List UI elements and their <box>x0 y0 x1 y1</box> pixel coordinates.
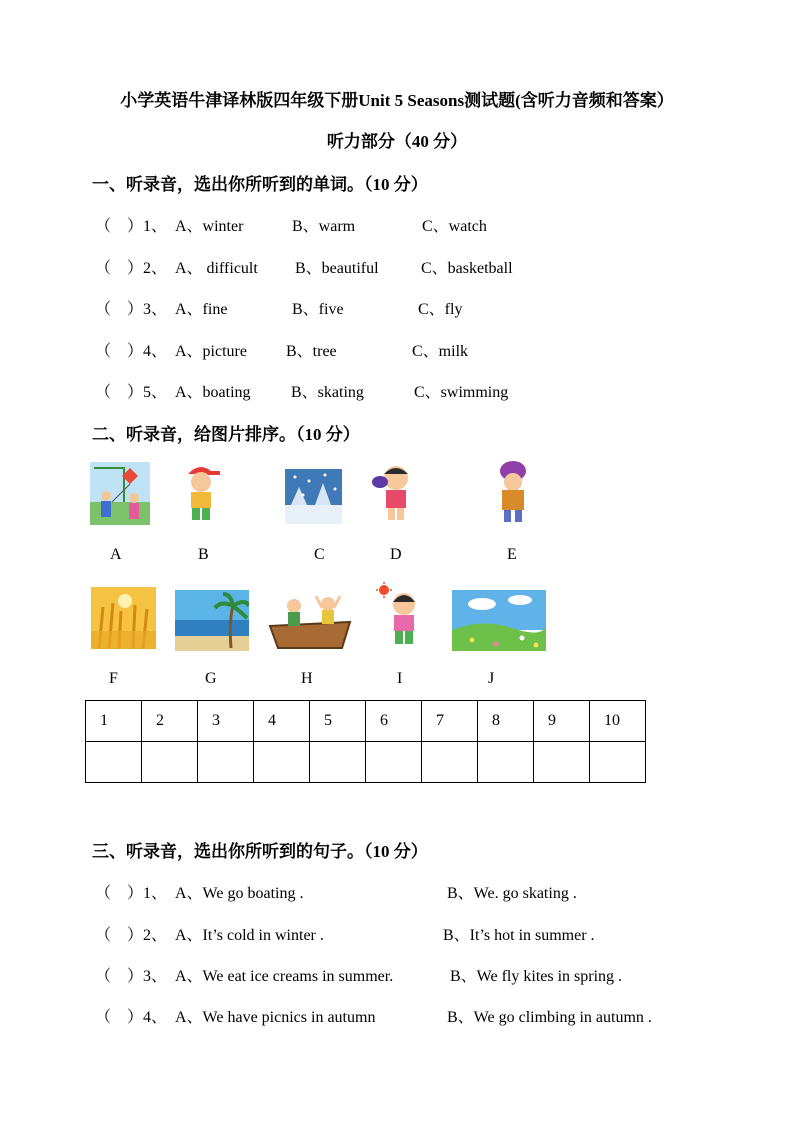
table-number-cell: 10 <box>590 701 646 742</box>
section1-heading: 一、听录音，选出你所听到的单词。（10 分） <box>92 175 428 194</box>
answer-cell[interactable] <box>254 742 310 783</box>
answer-cell[interactable] <box>86 742 142 783</box>
table-number-cell: 9 <box>534 701 590 742</box>
picture-h-boating <box>268 590 353 651</box>
question-number: （ ）2、 <box>95 927 168 944</box>
picture-label-d: D <box>390 546 402 563</box>
answer-cell[interactable] <box>142 742 198 783</box>
question-number: （ ）4、 <box>95 343 168 360</box>
table-number-cell: 8 <box>478 701 534 742</box>
picture-label-e: E <box>507 546 517 563</box>
question-number: （ ）3、 <box>95 968 168 985</box>
option-b: B、five <box>292 301 344 318</box>
question-number: （ ）2、 <box>95 260 168 277</box>
picture-a-kite-flying <box>90 462 150 525</box>
table-number-cell: 1 <box>86 701 142 742</box>
picture-label-f: F <box>109 670 118 687</box>
option-b: B、warm <box>292 218 356 235</box>
option-b: B、It’s hot in summer . <box>443 927 595 944</box>
answer-cell[interactable] <box>310 742 366 783</box>
page-title: 小学英语牛津译林版四年级下册Unit 5 Seasons测试题(含听力音频和答案） <box>120 91 674 110</box>
option-b: B、beautiful <box>295 260 379 277</box>
option-c: C、milk <box>412 343 469 360</box>
option-a: A、It’s cold in winter . <box>175 927 324 944</box>
option-a: A、winter <box>175 218 244 235</box>
option-a: A、We have picnics in autumn <box>175 1009 376 1026</box>
picture-f-wheat-field <box>91 587 156 649</box>
option-a: A、fine <box>175 301 228 318</box>
question-number: （ ）5、 <box>95 384 168 401</box>
picture-j-spring-meadow <box>452 590 546 651</box>
picture-label-b: B <box>198 546 209 563</box>
table-number-cell: 2 <box>142 701 198 742</box>
answer-cell[interactable] <box>198 742 254 783</box>
picture-g-beach <box>175 590 249 651</box>
section3-heading: 三、听录音，选出你所听到的句子。（10 分） <box>92 842 428 861</box>
option-b: B、We. go skating . <box>447 885 577 902</box>
option-b: B、We fly kites in spring . <box>450 968 623 985</box>
answer-table <box>85 700 646 783</box>
table-number-cell: 5 <box>310 701 366 742</box>
option-c: C、fly <box>418 301 463 318</box>
option-a: A、We eat ice creams in summer. <box>175 968 394 985</box>
question-number: （ ）3、 <box>95 301 168 318</box>
picture-label-c: C <box>314 546 325 563</box>
option-b: B、tree <box>286 343 337 360</box>
table-number-cell: 4 <box>254 701 310 742</box>
picture-i-sunny-girl <box>376 582 424 648</box>
picture-d-girl-ice-cream <box>368 460 423 524</box>
picture-e-winter-boy <box>492 460 534 524</box>
option-a: A、boating <box>175 384 251 401</box>
picture-b-hot-boy <box>176 460 226 524</box>
question-number: （ ）1、 <box>95 885 168 902</box>
table-answer-row <box>86 742 646 783</box>
answer-cell[interactable] <box>366 742 422 783</box>
table-number-cell: 7 <box>422 701 478 742</box>
table-header-row <box>86 701 646 742</box>
option-c: C、swimming <box>414 384 509 401</box>
option-a: A、picture <box>175 343 247 360</box>
option-a: A、 difficult <box>175 260 258 277</box>
question-number: （ ）4、 <box>95 1009 168 1026</box>
answer-cell[interactable] <box>534 742 590 783</box>
table-number-cell: 3 <box>198 701 254 742</box>
answer-cell[interactable] <box>590 742 646 783</box>
picture-label-j: J <box>488 670 495 687</box>
answer-cell[interactable] <box>422 742 478 783</box>
option-b: B、skating <box>291 384 364 401</box>
option-b: B、We go climbing in autumn . <box>447 1009 652 1026</box>
picture-c-snow <box>285 469 342 524</box>
option-c: C、watch <box>422 218 487 235</box>
picture-label-g: G <box>205 670 217 687</box>
question-number: （ ）1、 <box>95 218 168 235</box>
section2-heading: 二、听录音，给图片排序。（10 分） <box>92 425 360 444</box>
picture-label-i: I <box>397 670 403 687</box>
listening-part-title: 听力部分（40 分） <box>326 132 468 151</box>
picture-label-h: H <box>301 670 313 687</box>
picture-label-a: A <box>110 546 122 563</box>
option-c: C、basketball <box>421 260 513 277</box>
table-number-cell: 6 <box>366 701 422 742</box>
option-a: A、We go boating . <box>175 885 304 902</box>
answer-cell[interactable] <box>478 742 534 783</box>
